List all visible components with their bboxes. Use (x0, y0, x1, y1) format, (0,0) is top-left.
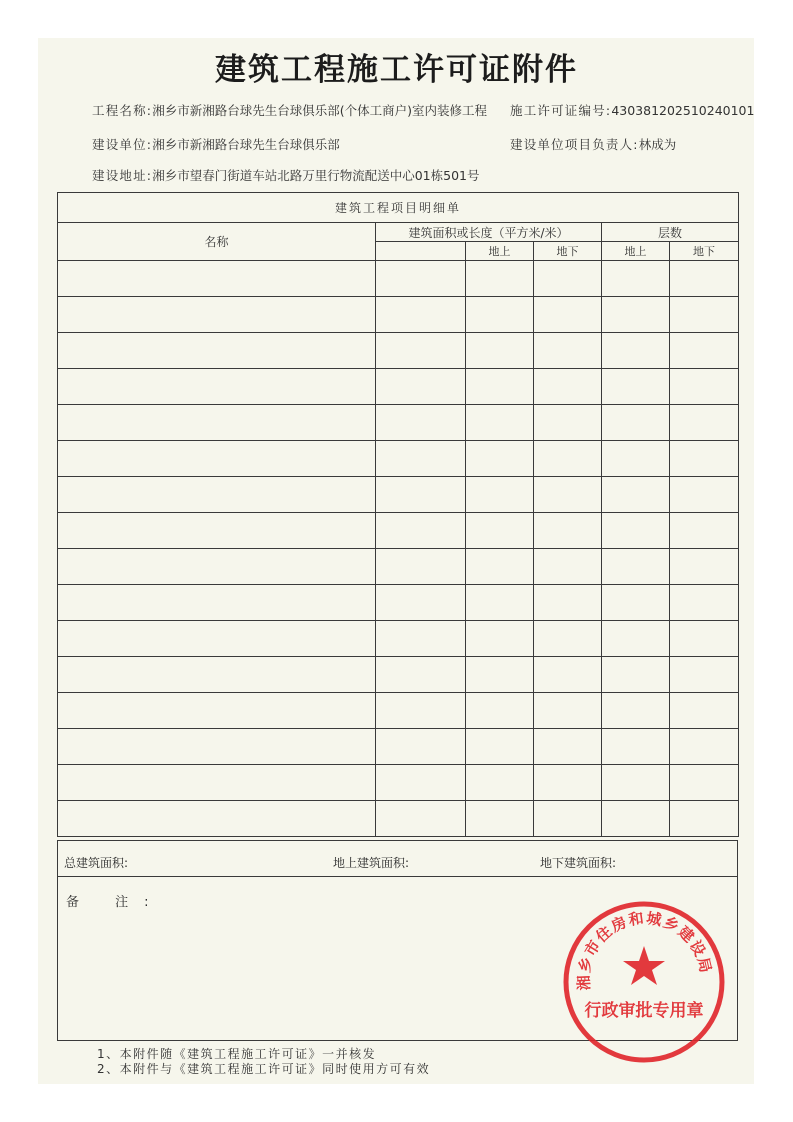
area-totals-row (57, 840, 738, 877)
table-row (58, 513, 739, 549)
table-cell (58, 657, 376, 693)
table-cell (670, 405, 739, 441)
table-cell (670, 801, 739, 837)
below-ground-area-label: 地下建筑面积: (540, 856, 617, 870)
table-cell (376, 549, 466, 585)
table-cell (466, 405, 534, 441)
table-cell (602, 333, 670, 369)
table-cell (534, 549, 602, 585)
permit-number-field (510, 102, 755, 119)
table-cell (534, 657, 602, 693)
table-cell (602, 369, 670, 405)
table-cell (58, 729, 376, 765)
permit-number-label: 施工许可证编号: (510, 103, 612, 118)
footnote-2: 2、本附件与《建筑工程施工许可证》同时使用方可有效 (97, 1062, 431, 1076)
table-cell (376, 333, 466, 369)
column-header-floors-above: 地上 (602, 242, 670, 261)
table-cell (534, 513, 602, 549)
table-cell (466, 765, 534, 801)
table-cell (602, 405, 670, 441)
column-header-area-above: 地上 (466, 242, 534, 261)
above-ground-area-label: 地上建筑面积: (333, 856, 410, 870)
table-cell (670, 693, 739, 729)
table-cell (534, 585, 602, 621)
table-cell (376, 729, 466, 765)
table-cell (58, 621, 376, 657)
project-detail-table (57, 192, 738, 837)
table-cell (376, 441, 466, 477)
table-row (58, 621, 739, 657)
project-name-label: 工程名称: (92, 103, 153, 118)
table-cell (670, 477, 739, 513)
table-cell (376, 369, 466, 405)
table-cell (670, 369, 739, 405)
total-area-label: 总建筑面积: (64, 856, 129, 870)
table-row (58, 297, 739, 333)
builder-label: 建设单位: (92, 137, 153, 152)
table-row (58, 585, 739, 621)
table-cell (534, 261, 602, 297)
table-cell (376, 657, 466, 693)
table-cell (466, 549, 534, 585)
column-header-area: 建筑面积或长度（平方米/米） (376, 223, 602, 242)
table-cell (534, 333, 602, 369)
table-cell (58, 261, 376, 297)
svg-text:行政审批专用章: 行政审批专用章 (584, 1001, 704, 1021)
table-cell (670, 549, 739, 585)
table-row (58, 693, 739, 729)
table-cell (58, 405, 376, 441)
table-cell (58, 513, 376, 549)
table-row (58, 729, 739, 765)
remarks-label: 备 注: (66, 895, 165, 910)
table-cell (376, 693, 466, 729)
table-cell (376, 405, 466, 441)
column-header-name: 名称 (58, 223, 376, 261)
table-cell (602, 261, 670, 297)
table-cell (58, 441, 376, 477)
table-cell (376, 585, 466, 621)
table-cell (670, 729, 739, 765)
table-cell (58, 801, 376, 837)
table-row (58, 657, 739, 693)
address-label: 建设地址: (92, 168, 153, 183)
table-cell (534, 801, 602, 837)
table-cell (376, 765, 466, 801)
table-cell (58, 333, 376, 369)
table-cell (670, 765, 739, 801)
table-cell (376, 621, 466, 657)
table-cell (466, 261, 534, 297)
builder-value: 湘乡市新湘路台球先生台球俱乐部 (152, 137, 340, 152)
table-cell (534, 621, 602, 657)
table-row (58, 441, 739, 477)
table-cell (58, 693, 376, 729)
manager-label: 建设单位项目负责人: (510, 137, 639, 152)
table-cell (376, 513, 466, 549)
table-cell (534, 693, 602, 729)
document-title: 建筑工程施工许可证附件 (215, 52, 578, 88)
table-cell (466, 477, 534, 513)
table-cell (670, 657, 739, 693)
table-cell (466, 621, 534, 657)
footnote-1: 1、本附件随《建筑工程施工许可证》一并核发 (97, 1047, 377, 1061)
table-cell (466, 297, 534, 333)
project-name-value: 湘乡市新湘路台球先生台球俱乐部(个体工商户)室内装修工程 (152, 103, 487, 118)
manager-field (510, 136, 750, 153)
table-cell (602, 549, 670, 585)
table-cell (670, 297, 739, 333)
table-cell (602, 657, 670, 693)
table-cell (534, 405, 602, 441)
table-cell (602, 801, 670, 837)
table-cell (534, 765, 602, 801)
table-cell (466, 801, 534, 837)
table-cell (466, 369, 534, 405)
table-cell (466, 441, 534, 477)
table-cell (670, 513, 739, 549)
table-cell (534, 477, 602, 513)
table-cell (602, 585, 670, 621)
address-field (92, 167, 712, 184)
table-cell (670, 261, 739, 297)
permit-number-value: 430381202510240101 (611, 103, 755, 118)
table-cell (466, 729, 534, 765)
column-header-floors: 层数 (602, 223, 739, 242)
address-value: 湘乡市望春门街道车站北路万里行物流配送中心01栋501号 (152, 168, 480, 183)
column-header-floors-below: 地下 (670, 242, 739, 261)
seal-graphic (566, 904, 722, 1060)
table-cell (466, 693, 534, 729)
table-cell (376, 297, 466, 333)
table-cell (670, 621, 739, 657)
table-cell (670, 333, 739, 369)
table-cell (602, 297, 670, 333)
official-seal (560, 898, 728, 1066)
table-cell (58, 585, 376, 621)
table-cell (58, 369, 376, 405)
table-cell (670, 585, 739, 621)
table-cell (602, 693, 670, 729)
table-cell (670, 441, 739, 477)
table-cell (376, 261, 466, 297)
table-cell (466, 513, 534, 549)
table-cell (534, 297, 602, 333)
table-cell (602, 513, 670, 549)
svg-text:湘乡市住房和城乡建设局: 湘乡市住房和城乡建设局 (574, 908, 716, 991)
table-cell (602, 477, 670, 513)
table-row (58, 801, 739, 837)
table-row (58, 333, 739, 369)
table-row (58, 405, 739, 441)
builder-field (92, 136, 502, 153)
table-cell (602, 621, 670, 657)
table-title: 建筑工程项目明细单 (58, 193, 739, 223)
table-cell (534, 441, 602, 477)
table-cell (602, 765, 670, 801)
table-cell (466, 657, 534, 693)
table-cell (534, 369, 602, 405)
table-cell (58, 549, 376, 585)
project-name-field (92, 102, 502, 119)
table-cell (602, 729, 670, 765)
table-row (58, 261, 739, 297)
table-cell (466, 333, 534, 369)
table-cell (376, 477, 466, 513)
table-cell (58, 765, 376, 801)
table-cell (58, 477, 376, 513)
table-row (58, 765, 739, 801)
table-row (58, 477, 739, 513)
table-row (58, 549, 739, 585)
manager-value: 林成为 (638, 137, 677, 152)
table-row (58, 369, 739, 405)
table-cell (534, 729, 602, 765)
column-header-area-below: 地下 (534, 242, 602, 261)
table-cell (602, 441, 670, 477)
table-cell (376, 801, 466, 837)
column-header-area-blank (376, 242, 466, 261)
table-cell (58, 297, 376, 333)
table-cell (466, 585, 534, 621)
